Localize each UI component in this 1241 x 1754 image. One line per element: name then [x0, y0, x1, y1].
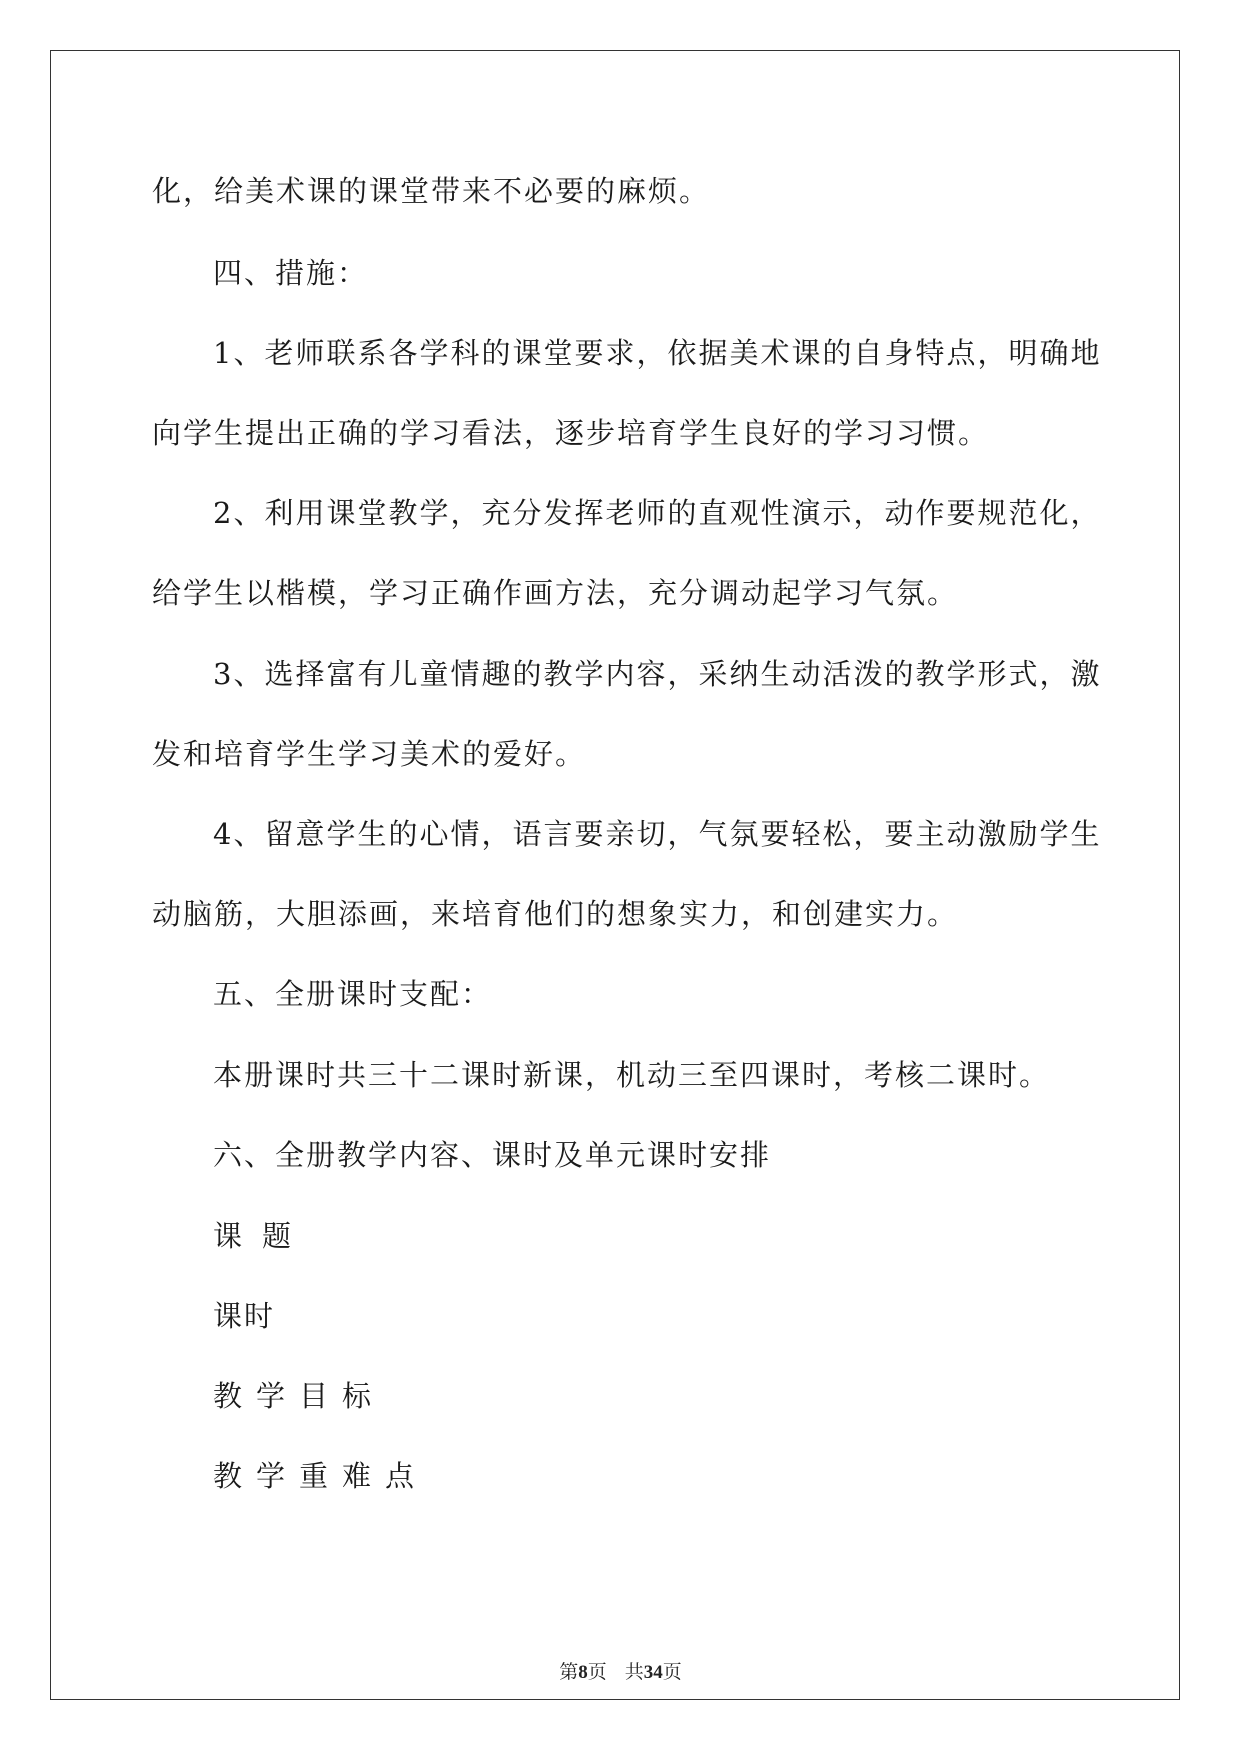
paragraph-line: 2、利用课堂教学，充分发挥老师的直观性演示，动作要规范化， — [213, 496, 1102, 530]
section-heading-measures: 四、措施： — [213, 256, 369, 290]
paragraph-line: 3、选择富有儿童情趣的教学内容，采纳生动活泼的教学形式，激 — [213, 657, 1102, 691]
paragraph-line: 向学生提出正确的学习看法，逐步培育学生良好的学习习惯。 — [152, 416, 990, 450]
footer-page-unit: 页 — [587, 1662, 607, 1683]
paragraph-line: 4、留意学生的心情，语言要亲切，气氛要轻松，要主动激励学生 — [213, 817, 1102, 851]
footer-total-prefix: 共 — [624, 1662, 644, 1683]
paragraph-line: 动脑筋，大胆添画，来培育他们的想象实力，和创建实力。 — [152, 897, 959, 931]
table-label-hours: 课时 — [213, 1299, 276, 1333]
table-label-key-points: 教学重难点 — [213, 1459, 429, 1493]
section-heading-schedule: 五、全册课时支配： — [213, 977, 493, 1011]
paragraph-line: 1、老师联系各学科的课堂要求，依据美术课的自身特点，明确地 — [213, 336, 1102, 370]
footer-page-number: 8 — [578, 1662, 588, 1683]
paragraph-line: 化，给美术课的课堂带来不必要的麻烦。 — [152, 174, 711, 208]
footer-total-pages: 34 — [643, 1662, 663, 1683]
section-heading-content: 六、全册教学内容、课时及单元课时安排 — [213, 1138, 772, 1172]
footer-total-unit: 页 — [662, 1662, 682, 1683]
table-label-topic: 课题 — [213, 1219, 312, 1253]
table-label-objectives: 教学目标 — [213, 1379, 386, 1413]
footer-prefix: 第 — [559, 1662, 579, 1683]
page-border — [50, 50, 1180, 1700]
page-footer — [0, 1661, 1241, 1685]
paragraph-line: 本册课时共三十二课时新课，机动三至四课时，考核二课时。 — [213, 1058, 1051, 1092]
paragraph-line: 发和培育学生学习美术的爱好。 — [152, 737, 587, 771]
paragraph-line: 给学生以楷模，学习正确作画方法，充分调动起学习气氛。 — [152, 576, 959, 610]
